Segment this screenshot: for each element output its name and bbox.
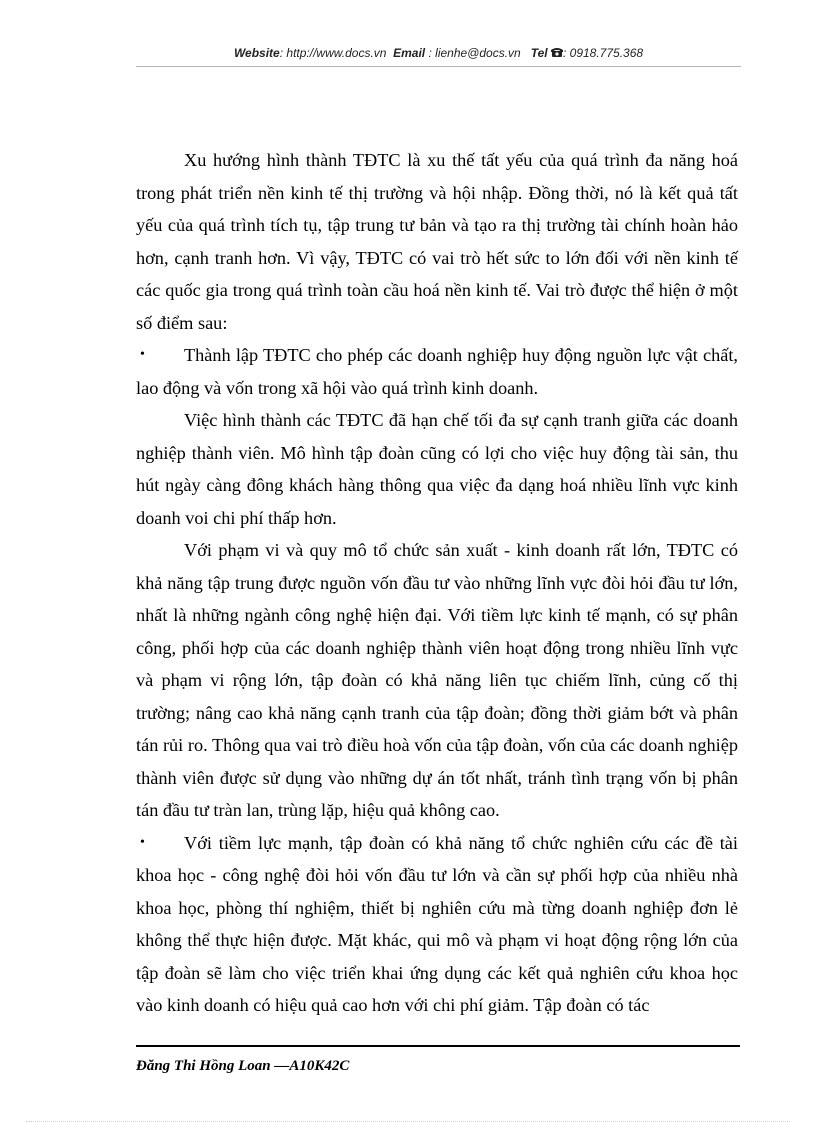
bullet-icon: • <box>140 347 145 362</box>
bullet-text: Thành lập TĐTC cho phép các doanh nghiệp huy động nguồn lực vật chất, lao động và vốn trong xã hội vào quá trình kinh doanh. <box>136 345 738 398</box>
tel-label: Tel <box>530 46 548 60</box>
paragraph-intro: Xu hướng hình thành TĐTC là xu thế tất yếu của quá trình đa năng hoá trong phát triển nền kinh tế thị trường và hội nhập. Đồng thời, nó là kết quả tất yếu của quá trình tích tụ, tập trung tư bản và tạo ra thị trường tài chính hoàn hảo hơn, cạnh tranh hơn. Vì vậy, TĐTC có vai trò hết sức to lớn đối với nền kinh tế các quốc gia trong quá trình toàn cầu hoá nền kinh tế. Vai trò được thể hiện ở một số điểm sau: <box>136 150 738 333</box>
page-edge-divider <box>26 1121 790 1122</box>
paragraph: Với phạm vi và quy mô tổ chức sản xuất - kinh doanh rất lớn, TĐTC có khả năng tập trung được nguồn vốn đầu tư vào những lĩnh vực đòi hỏi đầu tư lớn, nhất là những ngành công nghệ hiện đại. Với tiềm lực kinh tế mạnh, có sự phân công, phối hợp của các doanh nghiệp thành viên hoạt động trong nhiều lĩnh vực và phạm vi rộng lớn, tập đoàn có khả năng liên tục chiếm lĩnh, củng cố thị trường; nâng cao khả năng cạnh tranh của tập đoàn; đồng thời giảm bớt và phân tán rủi ro. Thông qua vai trò điều hoà vốn của tập đoàn, vốn của các doanh nghiệp thành viên được sử dụng vào những dự án tốt nhất, tránh tình trạng vốn bị phân tán đầu tư tràn lan, trùng lặp, hiệu quả không cao. <box>136 540 738 820</box>
page-header <box>136 46 741 61</box>
bullet-item <box>136 339 738 404</box>
footer-divider <box>136 1045 740 1047</box>
tel-value: : 0918.775.368 <box>562 46 644 60</box>
document-body <box>136 144 738 1022</box>
footer-author: Đăng Thi Hồng Loan —A10K42C <box>136 1058 350 1074</box>
telephone-icon <box>551 47 563 61</box>
bullet-icon: • <box>140 834 145 850</box>
website-value[interactable]: : http://www.docs.vn <box>279 46 387 60</box>
bullet-item <box>136 827 738 1022</box>
email-label: Email <box>393 46 426 60</box>
website-label: Website <box>233 46 280 60</box>
bullet-text: Với tiềm lực mạnh, tập đoàn có khả năng tổ chức nghiên cứu các đề tài khoa học - công nghệ đòi hỏi vốn đầu tư lớn và cần sự phối hợp của nhiều nhà khoa học, phòng thí nghiệm, thiết bị nghiên cứu mà từng doanh nghiệp đơn lẻ không thể thực hiện được. Mặt khác, qui mô và phạm vi hoạt động rộng lớn của tập đoàn sẽ làm cho việc triển khai ứng dụng các kết quả nghiên cứu khoa học vào kinh doanh có hiệu quả cao hơn với chi phí giảm. Tập đoàn có tác <box>136 832 738 1015</box>
header-divider <box>136 66 741 67</box>
email-value[interactable]: : lienhe@docs.vn <box>428 46 521 60</box>
paragraph: Việc hình thành các TĐTC đã hạn chế tối đa sự cạnh tranh giữa các doanh nghiệp thành viên. Mô hình tập đoàn cũng có lợi cho việc huy động tài sản, thu hút ngày càng đông khách hàng thông qua việc đa dạng hoá nhiều lĩnh vực kinh doanh voi chi phí thấp hơn. <box>136 410 738 528</box>
